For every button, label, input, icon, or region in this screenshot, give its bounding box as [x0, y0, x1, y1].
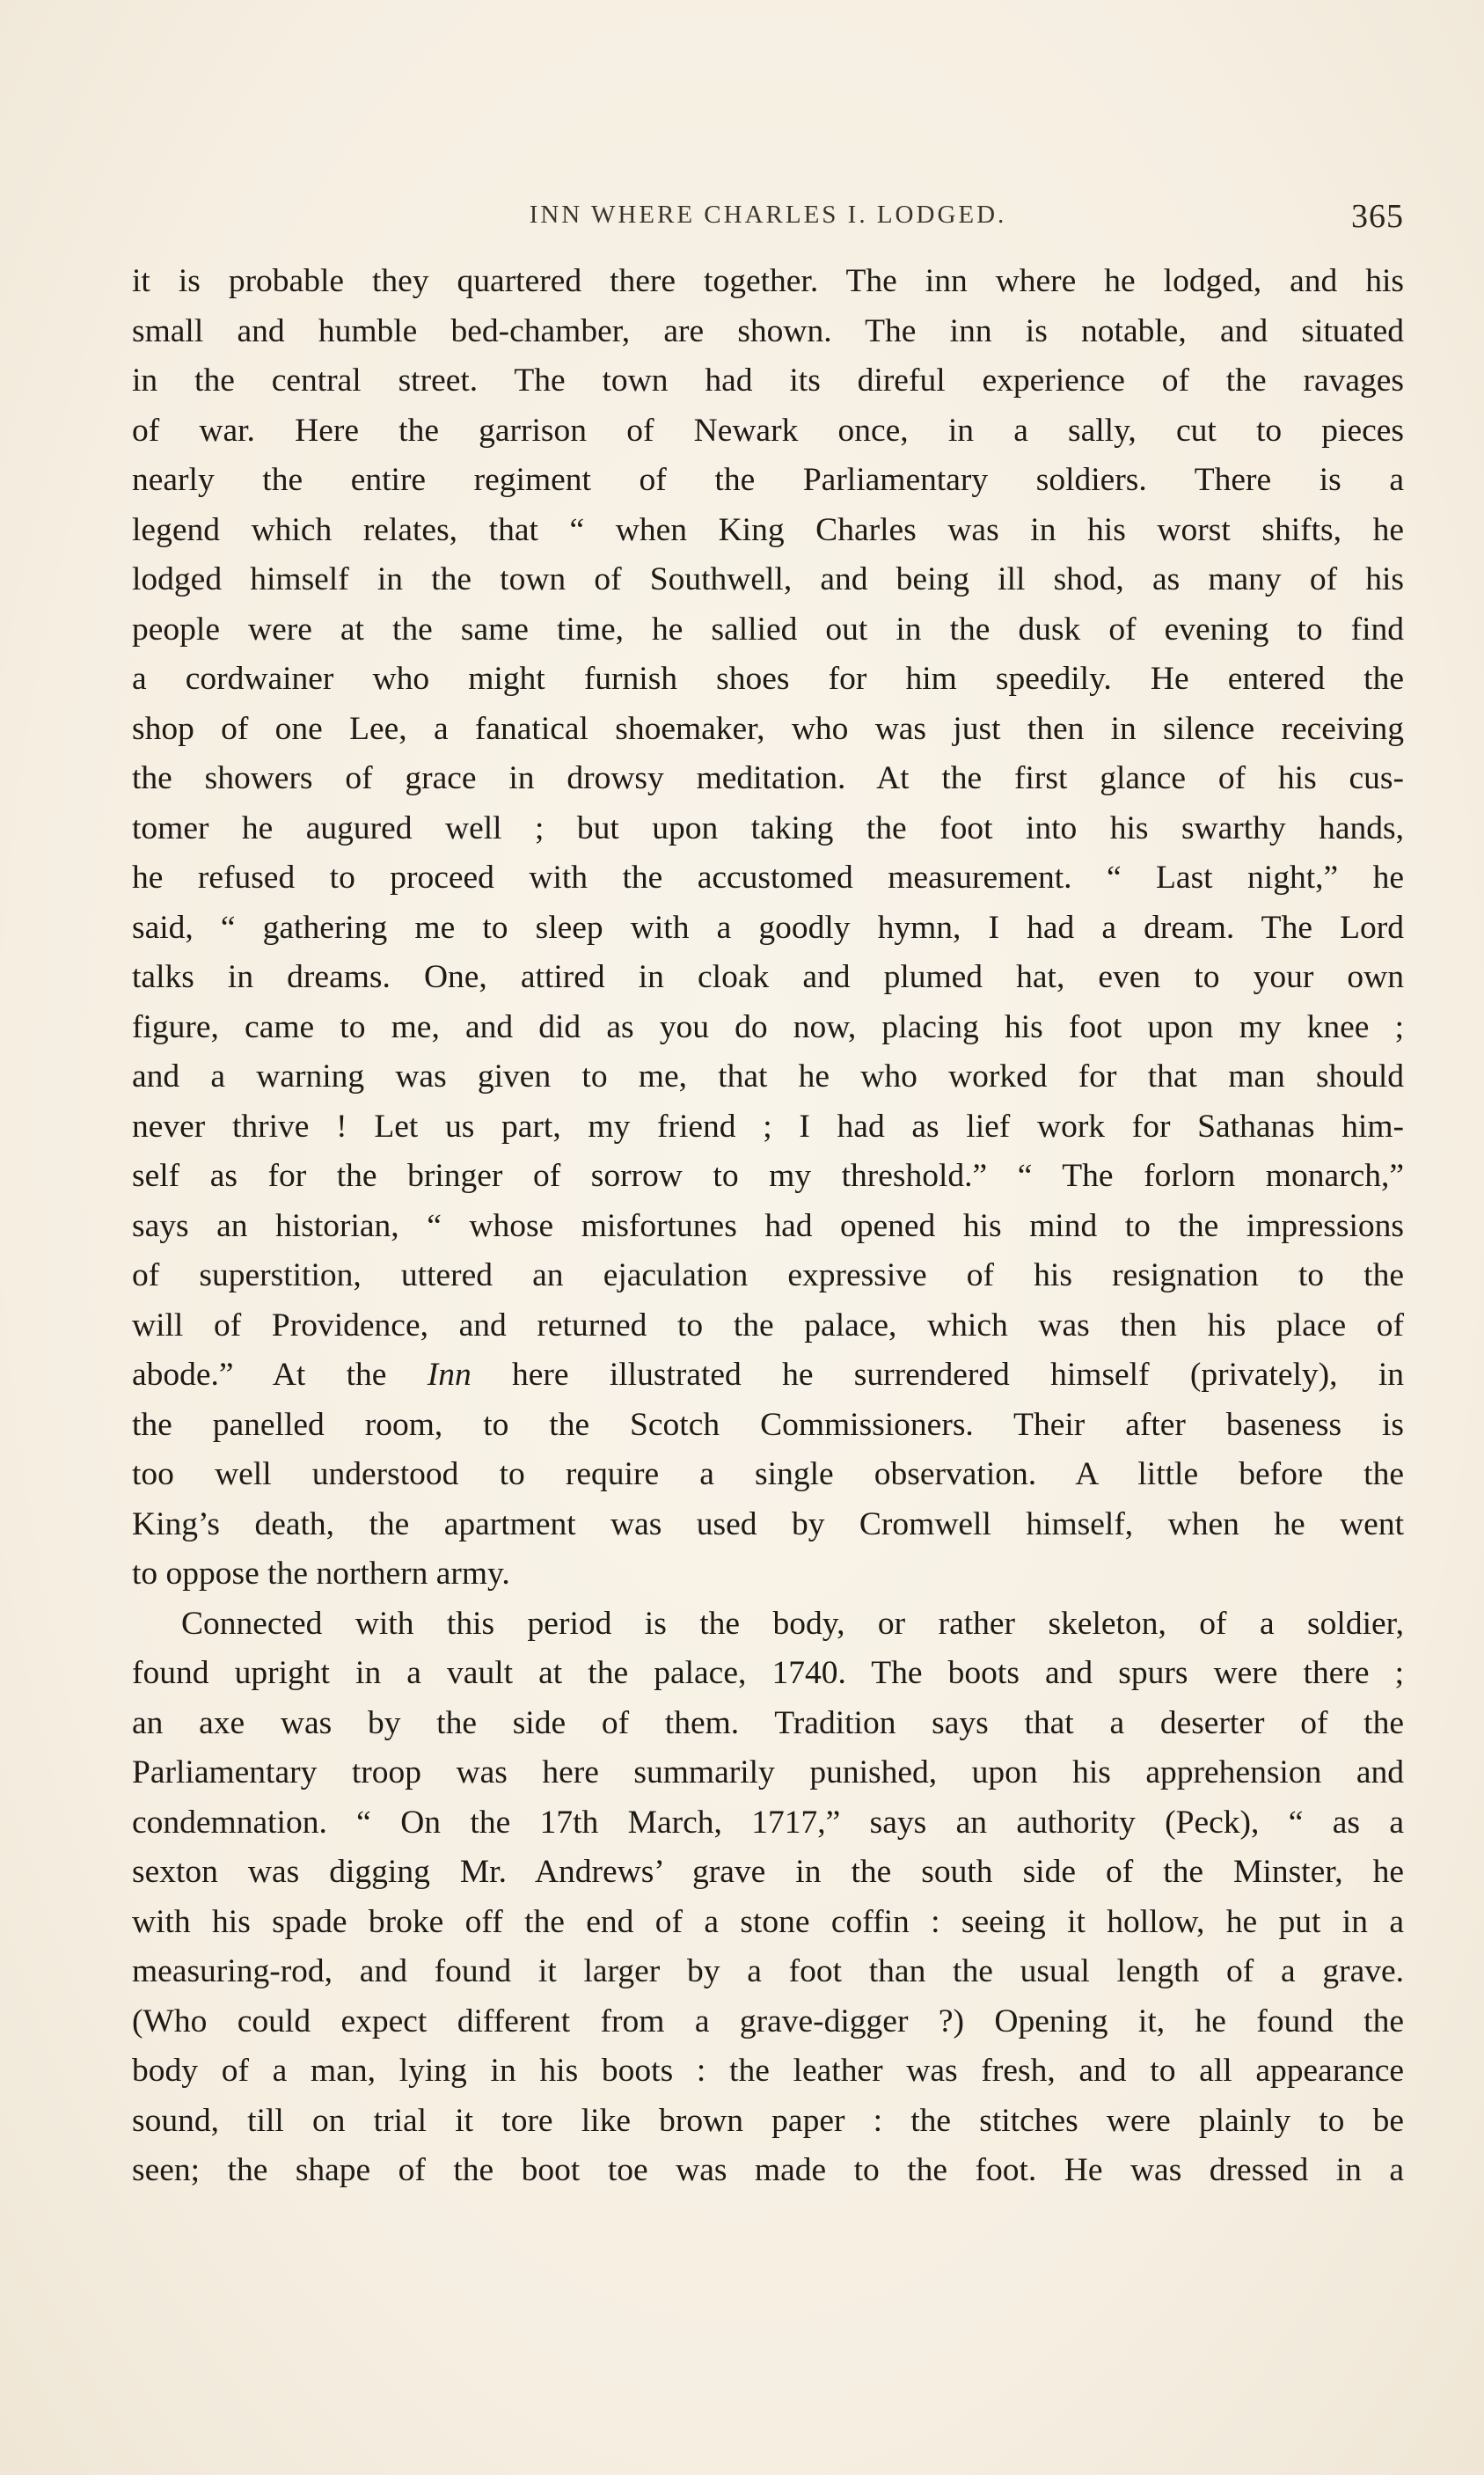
text-line: Connected with this period is the body, or rather skeleton, of a soldier,: [181, 1605, 1404, 1642]
text-line: small and humble bed-chamber, are shown. The inn is notable, and situated: [132, 312, 1404, 349]
text-line: King’s death, the apartment was used by Cromwell himself, when he went: [132, 1505, 1404, 1542]
text-line: it is probable they quartered there together. The inn where he lodged, and his: [132, 263, 1404, 299]
page-number: 365: [1351, 198, 1404, 235]
text-line: a cordwainer who might furnish shoes for him speedily. He entered the: [132, 661, 1404, 697]
text-line: with his spade broke off the end of a stone coffin : seeing it hollow, he put in a: [132, 1903, 1404, 1940]
text-line: of war. Here the garrison of Newark once, in a sally, cut to pieces: [132, 412, 1404, 449]
paragraph-2: [132, 1600, 1404, 2196]
text-line: (Who could expect different from a grave-digger ?) Opening it, he found the: [132, 2003, 1404, 2039]
running-title: INN WHERE CHARLES I. LODGED.: [529, 201, 1007, 229]
text-line: sound, till on trial it tore like brown paper : the stitches were plainly to be: [132, 2102, 1404, 2139]
text-line: he refused to proceed with the accustomed measurement. “ Last night,” he: [132, 860, 1404, 896]
text-line: will of Providence, and returned to the palace, which was then his place of: [132, 1307, 1404, 1344]
text-line: talks in dreams. One, attired in cloak and plumed hat, even to your own: [132, 959, 1404, 995]
text-line: the panelled room, to the Scotch Commissioners. Their after baseness is: [132, 1406, 1404, 1443]
text-line: body of a man, lying in his boots : the leather was fresh, and to all appearance: [132, 2053, 1404, 2089]
text-line: of superstition, uttered an ejaculation expressive of his resignation to the: [132, 1257, 1404, 1293]
text-fragment: here illustrated he surrendered himself (privately), in: [471, 1357, 1404, 1393]
italic-inn: Inn: [427, 1357, 472, 1393]
text-line: shop of one Lee, a fanatical shoemaker, who was just then in silence receiving: [132, 710, 1404, 747]
text-line: and a warning was given to me, that he who worked for that man should: [132, 1058, 1404, 1095]
text-line: says an historian, “ whose misfortunes had opened his mind to the impressions: [132, 1207, 1404, 1244]
text-line: figure, came to me, and did as you do now, placing his foot upon my knee ;: [132, 1008, 1404, 1045]
text-line: sexton was digging Mr. Andrews’ grave in the south side of the Minster, he: [132, 1854, 1404, 1890]
running-head: [132, 198, 1404, 239]
text-fragment: abode.” At the: [132, 1357, 428, 1393]
text-line: seen; the shape of the boot toe was made to the foot. He was dressed in a: [132, 2152, 1404, 2188]
text-line: tomer he augured well ; but upon taking the foot into his swarthy hands,: [132, 809, 1404, 846]
text-line: the showers of grace in drowsy meditation. At the first glance of his cus-: [132, 760, 1404, 796]
text-line: [132, 1351, 1404, 1401]
text-line: too well understood to require a single observation. A little before the: [132, 1456, 1404, 1492]
text-line: legend which relates, that “ when King Charles was in his worst shifts, he: [132, 511, 1404, 548]
text-line: never thrive ! Let us part, my friend ; I had as lief work for Sathanas him-: [132, 1108, 1404, 1145]
text-line: to oppose the northern army.: [132, 1556, 510, 1592]
text-line: lodged himself in the town of Southwell, and being ill shod, as many of his: [132, 561, 1404, 597]
body-text: [132, 257, 1404, 2196]
text-line: in the central street. The town had its direful experience of the ravages: [132, 362, 1404, 399]
text-line: condemnation. “ On the 17th March, 1717,” says an authority (Peck), “ as a: [132, 1804, 1404, 1841]
text-line: an axe was by the side of them. Tradition says that a deserter of the: [132, 1704, 1404, 1741]
paragraph-1: [132, 257, 1404, 1600]
text-line: measuring-rod, and found it larger by a foot than the usual length of a grave.: [132, 1953, 1404, 1989]
text-line: found upright in a vault at the palace, 1740. The boots and spurs were there ;: [132, 1655, 1404, 1691]
text-line: said, “ gathering me to sleep with a goodly hymn, I had a dream. The Lord: [132, 909, 1404, 946]
text-line: nearly the entire regiment of the Parliamentary soldiers. There is a: [132, 462, 1404, 498]
text-line: people were at the same time, he sallied out in the dusk of evening to find: [132, 611, 1404, 648]
text-line: self as for the bringer of sorrow to my threshold.” “ The forlorn monarch,”: [132, 1158, 1404, 1194]
text-line: Parliamentary troop was here summarily punished, upon his apprehension and: [132, 1754, 1404, 1790]
